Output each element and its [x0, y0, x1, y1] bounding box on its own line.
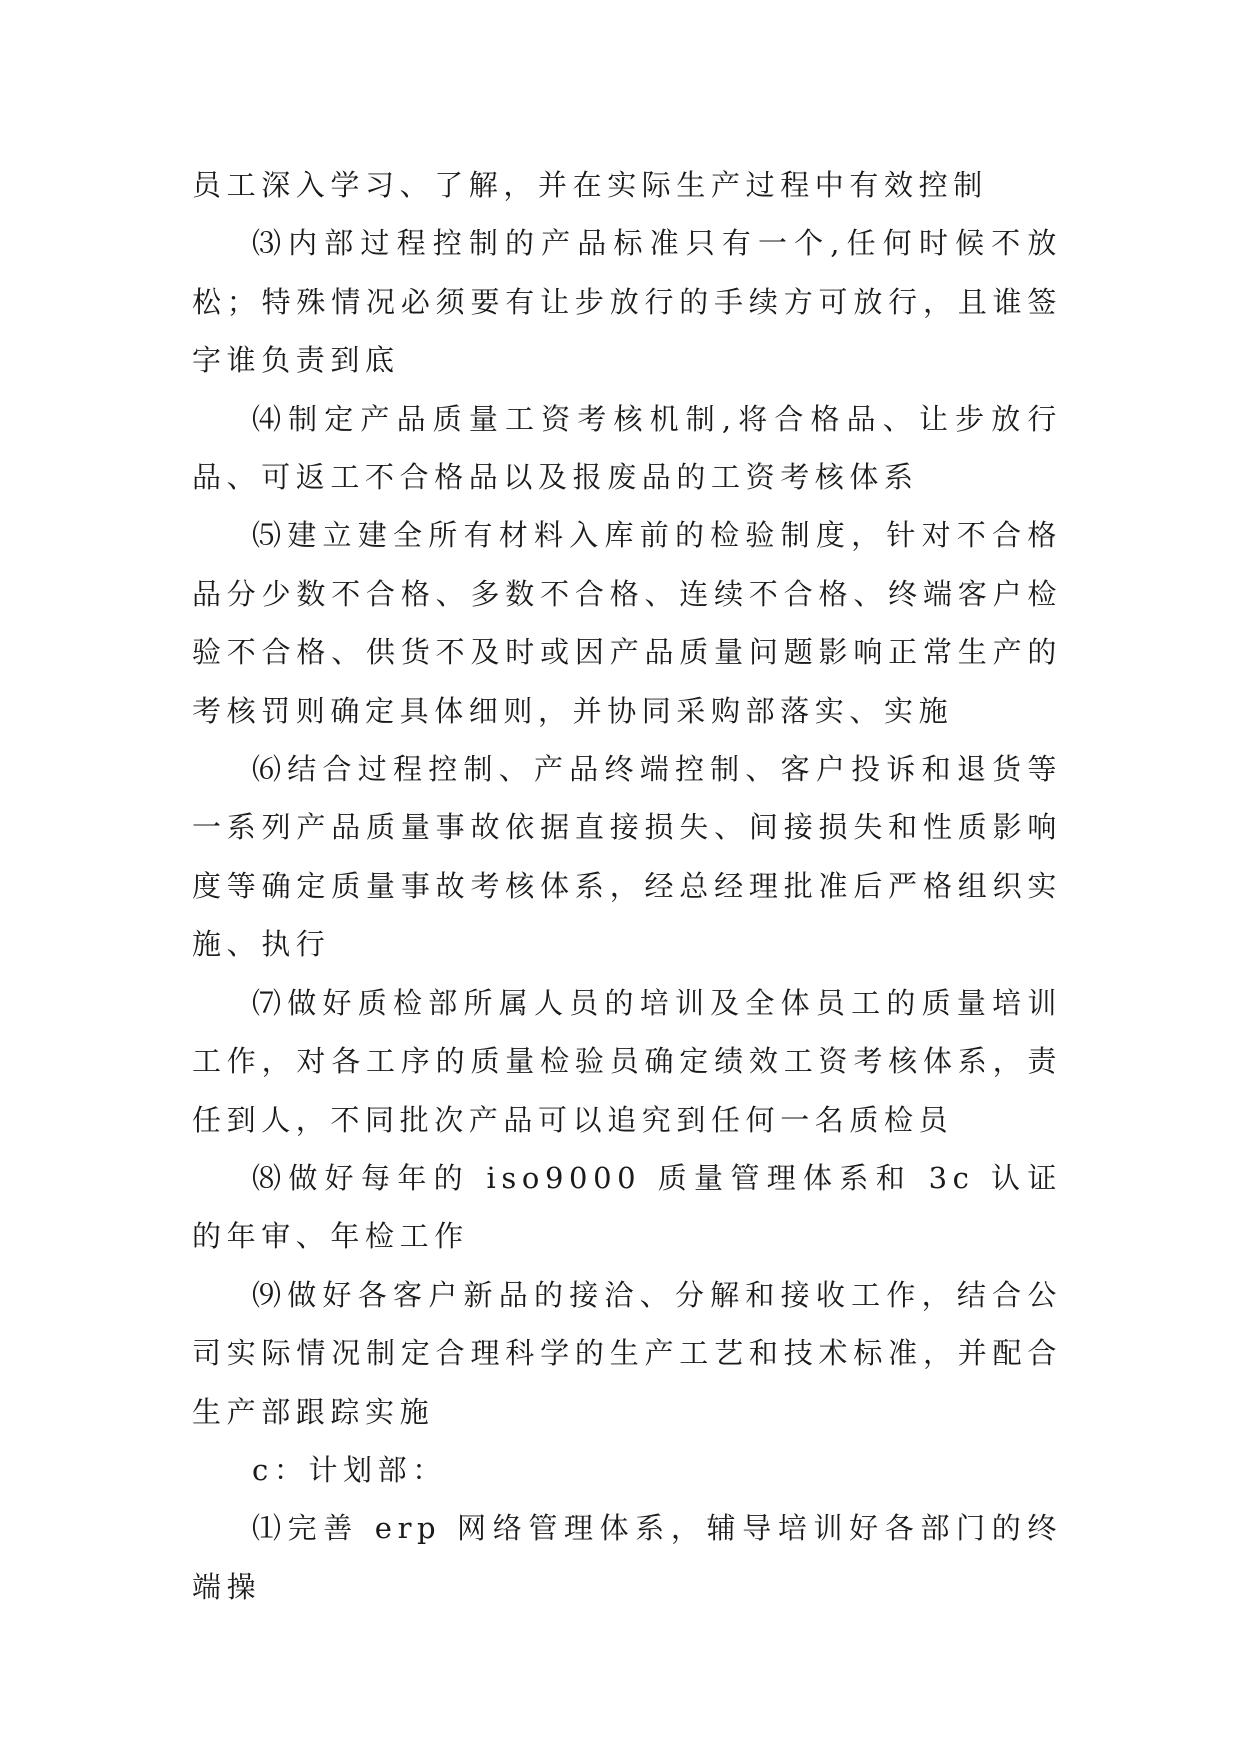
paragraph-item-3: ⑶内部过程控制的产品标准只有一个,任何时候不放松；特殊情况必须要有让步放行的手续方可放行，且谁签字谁负责到底: [192, 226, 1062, 378]
paragraph-item-8: ⑻做好每年的 iso9000 质量管理体系和 3c 认证的年审、年检工作: [192, 1160, 1062, 1254]
paragraph-item-6: ⑹结合过程控制、产品终端控制、客户投诉和退货等一系列产品质量事故依据直接损失、间接损失和性质影响度等确定质量事故考核体系，经总经理批准后严格组织实施、执行: [192, 752, 1062, 962]
section-heading-planning: c：计划部：: [252, 1452, 447, 1487]
paragraph-continuation: 员工深入学习、了解，并在实际生产过程中有效控制: [192, 168, 988, 202]
document-body: [192, 156, 1062, 1616]
paragraph-item-7: ⑺做好质检部所属人员的培训及全体员工的质量培训工作，对各工序的质量检验员确定绩效工资考核体系，责任到人，不同批次产品可以追究到任何一名质检员: [192, 985, 1062, 1137]
paragraph-item-5: ⑸建立建全所有材料入库前的检验制度，针对不合格品分少数不合格、多数不合格、连续不合格、终端客户检验不合格、供货不及时或因产品质量问题影响正常生产的考核罚则确定具体细则，并协同采购部落实、实施: [192, 518, 1062, 728]
paragraph-item-1: ⑴完善 erp 网络管理体系，辅导培训好各部门的终端操: [192, 1511, 1062, 1604]
paragraph-item-9: ⑼做好各客户新品的接洽、分解和接收工作，结合公司实际情况制定合理科学的生产工艺和技术标准，并配合生产部跟踪实施: [192, 1277, 1062, 1429]
paragraph-item-4: ⑷制定产品质量工资考核机制,将合格品、让步放行品、可返工不合格品以及报废品的工资考核体系: [192, 401, 1062, 495]
